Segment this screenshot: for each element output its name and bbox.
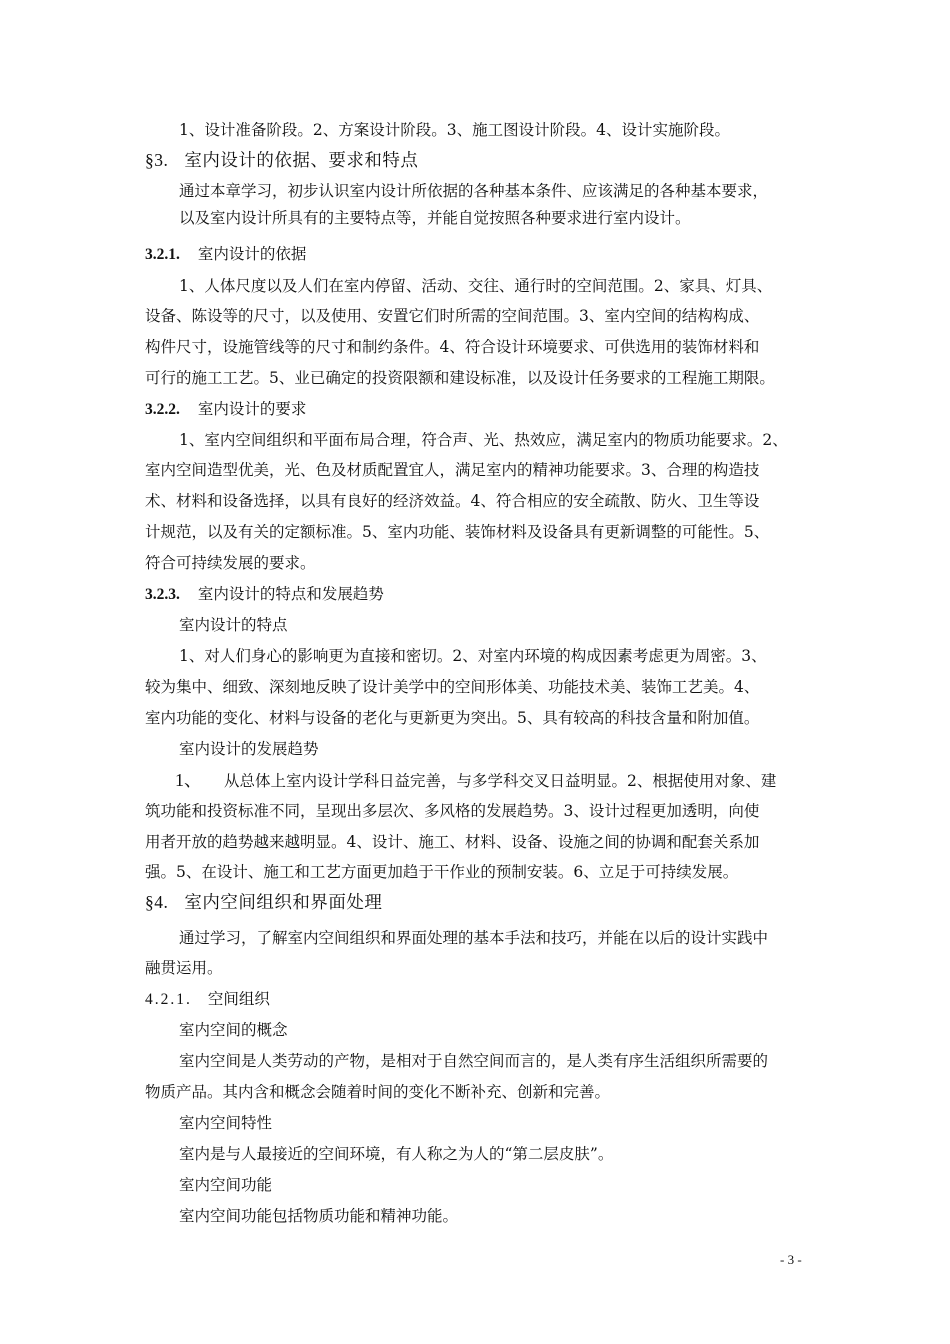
subsection-heading: 4.2.1. 空间组织 xyxy=(145,990,270,1008)
subheading-line: 室内设计的发展趋势 xyxy=(179,740,319,758)
paragraph-line: 可行的施工工艺。5、业已确定的投资限额和建设标准，以及设计任务要求的工程施工期限。 xyxy=(145,369,775,387)
paragraph-line: 室内功能的变化、材料与设备的老化与更新更为突出。5、具有较高的科技含量和附加值。 xyxy=(145,709,760,727)
paragraph-line: 1、 从总体上室内设计学科日益完善，与多学科交叉日益明显。2、根据使用对象、建 xyxy=(175,770,777,790)
paragraph-line: 室内是与人最接近的空间环境，有人称之为人的“第二层皮肤”。 xyxy=(179,1145,614,1163)
paragraph-line: 符合可持续发展的要求。 xyxy=(145,554,316,572)
paragraph-line: 室内空间是人类劳动的产物，是相对于自然空间而言的，是人类有序生活组织所需要的 xyxy=(179,1052,769,1070)
subheading-line: 室内设计的特点 xyxy=(179,616,288,634)
paragraph-line: 室内空间功能包括物质功能和精神功能。 xyxy=(179,1207,459,1225)
paragraph-line: 物质产品。其内含和概念会随着时间的变化不断补充、创新和完善。 xyxy=(145,1083,611,1101)
paragraph-line: 强。5、在设计、施工和工艺方面更加趋于干作业的预制安装。6、立足于可持续发展。 xyxy=(145,863,739,881)
paragraph-line: 融贯运用。 xyxy=(145,959,223,977)
subheading-line: 室内空间功能 xyxy=(179,1176,273,1194)
paragraph-line: 用者开放的趋势越来越明显。4、设计、施工、材料、设备、设施之间的协调和配套关系加 xyxy=(145,833,760,851)
paragraph-line: 设备、陈设等的尺寸，以及使用、安置它们时所需的空间范围。3、室内空间的结构构成、 xyxy=(145,307,760,325)
paragraph-line: 室内空间造型优美，光、色及材质配置宜人，满足室内的精神功能要求。3、合理的构造技 xyxy=(145,461,760,479)
paragraph-line: 以及室内设计所具有的主要特点等，并能自觉按照各种要求进行室内设计。 xyxy=(179,209,691,227)
paragraph-line: 通过本章学习，初步认识室内设计所依据的各种基本条件、应该满足的各种基本要求， xyxy=(179,182,769,200)
subheading-line: 室内空间特性 xyxy=(179,1114,273,1132)
paragraph-line: 术、材料和设备选择，以具有良好的经济效益。4、符合相应的安全疏散、防火、卫生等设 xyxy=(145,492,760,510)
paragraph-line: 1、设计准备阶段。2、方案设计阶段。3、施工图设计阶段。4、设计实施阶段。 xyxy=(179,121,730,139)
subsection-heading: 3.2.1. 室内设计的依据 xyxy=(145,245,307,263)
paragraph-line: 1、对人们身心的影响更为直接和密切。2、对室内环境的构成因素考虑更为周密。3、 xyxy=(179,647,767,665)
paragraph-line: 1、人体尺度以及人们在室内停留、活动、交往、通行时的空间范围。2、家具、灯具、 xyxy=(179,277,773,295)
paragraph-line: 筑功能和投资标准不同，呈现出多层次、多风格的发展趋势。3、设计过程更加透明，向使 xyxy=(145,802,760,820)
page-number: - 3 - xyxy=(780,1252,802,1267)
subsection-heading: 3.2.3. 室内设计的特点和发展趋势 xyxy=(145,585,384,603)
paragraph-line: 较为集中、细致、深刻地反映了设计美学中的空间形体美、功能技术美、装饰工艺美。4、 xyxy=(145,678,760,696)
paragraph-line: 构件尺寸，设施管线等的尺寸和制约条件。4、符合设计环境要求、可供选用的装饰材料和 xyxy=(145,338,760,356)
subheading-line: 室内空间的概念 xyxy=(179,1021,288,1039)
section-heading: §4. 室内空间组织和界面处理 xyxy=(145,892,383,913)
paragraph-line: 1、室内空间组织和平面布局合理，符合声、光、热效应，满足室内的物质功能要求。2、 xyxy=(179,431,788,449)
paragraph-line: 通过学习，了解室内空间组织和界面处理的基本手法和技巧，并能在以后的设计实践中 xyxy=(179,929,769,947)
paragraph-line: 计规范，以及有关的定额标准。5、室内功能、装饰材料及设备具有更新调整的可能性。5、 xyxy=(145,523,770,541)
subsection-heading: 3.2.2. 室内设计的要求 xyxy=(145,400,307,418)
section-heading: §3. 室内设计的依据、要求和特点 xyxy=(145,150,419,171)
